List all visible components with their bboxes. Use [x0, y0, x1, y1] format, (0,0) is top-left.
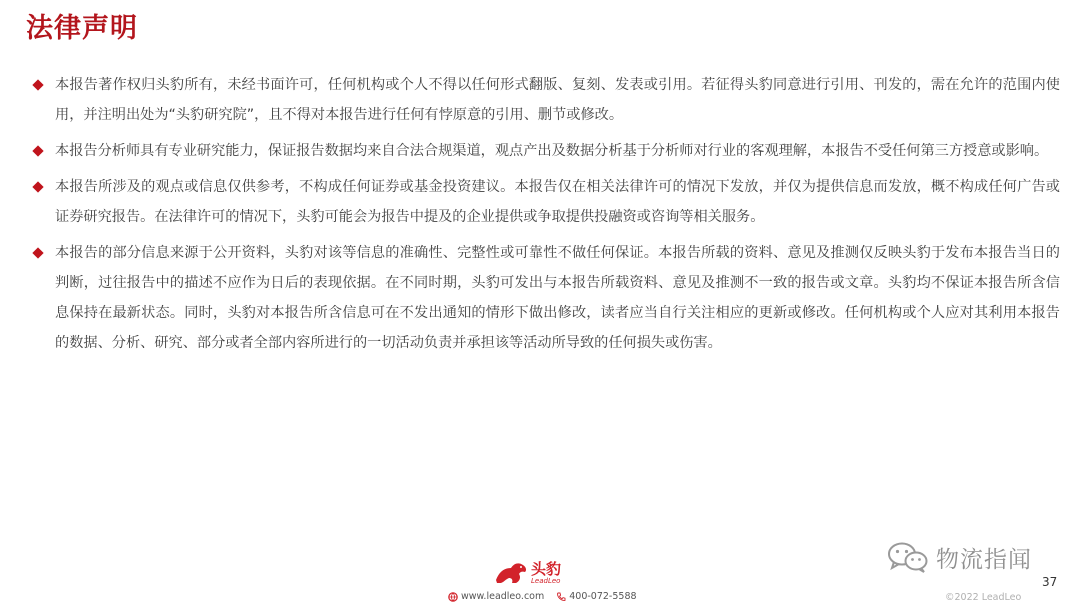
wechat-icon [886, 540, 930, 574]
page-title: 法律声明 [26, 13, 138, 44]
diamond-bullet-icon [32, 181, 43, 192]
website-text: www.leadleo.com [461, 591, 545, 602]
list-item [30, 172, 1060, 232]
website-link[interactable] [448, 591, 544, 602]
footer-contact [448, 591, 649, 602]
globe-icon [448, 592, 458, 602]
bullet-text: 本报告所涉及的观点或信息仅供参考，不构成任何证券或基金投资建议。本报告仅在相关法律许可的情况下发放，并仅为提供信息而发放，概不构成任何广告或证券研究报告。在法律许可的情况下，头豹可能会为报告中提及的企业提供或争取提供投融资或咨询等相关服务。 [55, 179, 1060, 225]
bullet-text: 本报告分析师具有专业研究能力，保证报告数据均来自合法合规渠道，观点产出及数据分析基于分析师对行业的客观理解，本报告不受任何第三方授意或影响。 [55, 143, 1049, 159]
diamond-bullet-icon [32, 247, 43, 258]
list-item [30, 70, 1060, 130]
logo-en-text: LeadLeo [531, 576, 561, 585]
phone-info [556, 591, 636, 602]
list-item [30, 136, 1060, 166]
diamond-bullet-icon [32, 145, 43, 156]
disclaimer-list [30, 70, 1060, 364]
bullet-text: 本报告著作权归头豹所有，未经书面许可，任何机构或个人不得以任何形式翻版、复刻、发表或引用。若征得头豹同意进行引用、刊发的，需在允许的范围内使用，并注明出处为“头豹研究院”，且不得对本报告进行任何有悖原意的引用、删节或修改。 [55, 77, 1060, 123]
phone-text: 400-072-5588 [569, 591, 637, 602]
diamond-bullet-icon [32, 79, 43, 90]
leopard-logo-icon [494, 560, 528, 586]
list-item [30, 238, 1060, 358]
leadleo-logo [494, 560, 561, 586]
bullet-text: 本报告的部分信息来源于公开资料，头豹对该等信息的准确性、完整性或可靠性不做任何保证。本报告所载的资料、意见及推测仅反映头豹于发布本报告当日的判断，过往报告中的描述不应作为日后的表现依据。在不同时期，头豹可发出与本报告所载资料、意见及推测不一致的报告或文章。头豹均不保证本报告所含信息保持在最新状态。同时，头豹对本报告所含信息可在不发出通知的情形下做出修改，读者应当自行关注相应的更新或修改。任何机构或个人应对其利用本报告的数据、分析、研究、部分或者全部内容所进行的一切活动负责并承担该等活动所导致的任何损失或伤害。 [55, 245, 1060, 351]
watermark-text: 物流指闻 [936, 546, 1032, 573]
logo-cn-text: 头豹 [531, 559, 562, 578]
phone-icon [556, 592, 566, 602]
page-number: 37 [1042, 575, 1058, 589]
copyright-text: ©2022 LeadLeo [945, 592, 1022, 603]
watermark [886, 540, 1032, 574]
